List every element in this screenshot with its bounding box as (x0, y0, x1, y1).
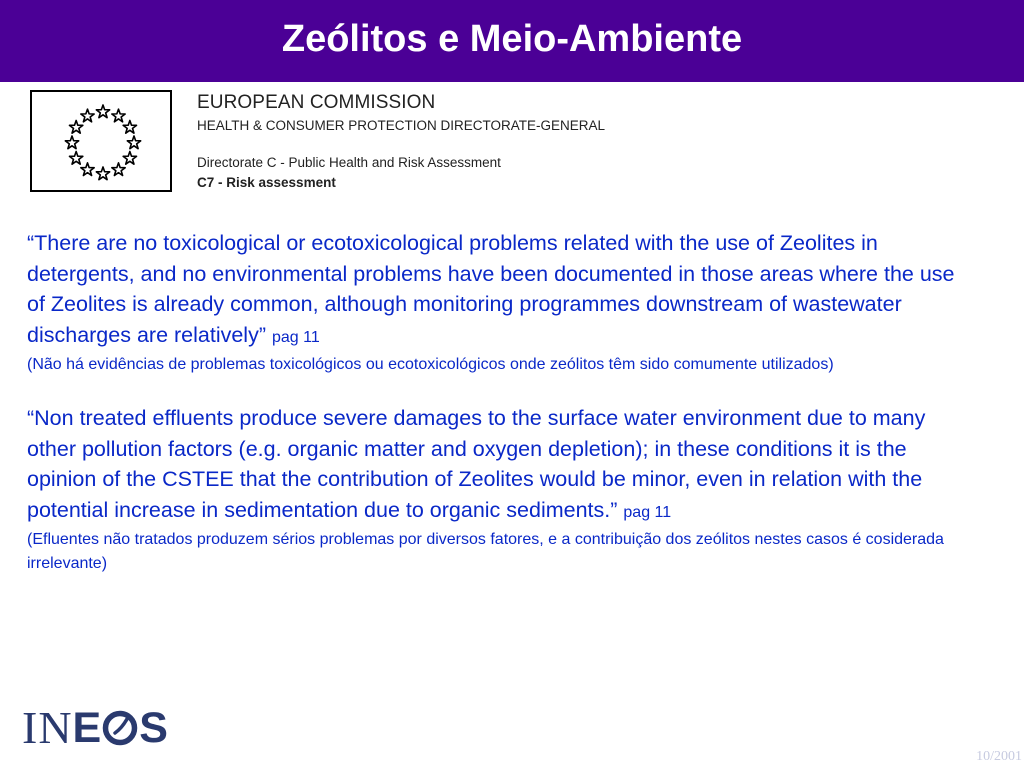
european-commission-header (30, 89, 690, 195)
quote-2-translation: (Efluentes não tratados produzem sérios problemas por diversos fatores, e a contribuição dos zeólitos nestes casos é cosiderada irrelevante) (27, 531, 944, 572)
quote-2-page-ref: pag 11 (623, 503, 672, 521)
star-icon (81, 109, 94, 122)
footer-date: 10/2001 (976, 749, 1022, 764)
quote-1-page-ref: pag 11 (271, 328, 320, 346)
quote-2 (27, 403, 977, 528)
star-icon (65, 136, 78, 149)
star-icon (123, 121, 136, 134)
ineos-logo-text-right: S (139, 703, 168, 752)
star-icon (96, 105, 109, 118)
ineos-logo-o-icon (102, 710, 138, 746)
eu-flag-icon (30, 90, 172, 192)
star-icon (123, 152, 136, 165)
spacer (27, 377, 977, 403)
quote-1-text: “There are no toxicological or ecotoxicological problems related with the use of Zeolites in detergents, and no environmental problems have been documented in those areas where the use of Zeolites is already common, although monitoring programmes downstream of wastewater discharges are relatively” (27, 231, 955, 347)
ec-directorate: Directorate C - Public Health and Risk Assessment (197, 155, 501, 170)
title-bar (0, 0, 1024, 82)
slide-body (27, 228, 977, 576)
star-ring (65, 105, 140, 180)
quote-1-translation: (Não há evidências de problemas toxicológicos ou ecotoxicológicos onde zeólitos têm sido comumente utilizados) (27, 356, 834, 373)
ec-unit: C7 - Risk assessment (197, 175, 336, 190)
quote-2-text: “Non treated effluents produce severe damages to the surface water environment due to many other pollution factors (e.g. organic matter and oxygen depletion); in these conditions it is the opinion of the CSTEE that the contribution of Zeolites would be minor, even in relation with the potential increase in sedimentation due to organic sediments.” (27, 406, 926, 522)
ineos-logo-letter-e: E (72, 703, 102, 752)
ineos-logo (22, 702, 168, 753)
star-icon (112, 109, 125, 122)
slide-title: Zeólitos e Meio-Ambiente (281, 18, 743, 60)
star-icon (69, 152, 82, 165)
quote-1 (27, 228, 977, 353)
star-icon (96, 167, 109, 180)
star-icon (69, 121, 82, 134)
ec-commission-name: EUROPEAN COMMISSION (197, 92, 436, 113)
star-icon (112, 163, 125, 176)
star-icon (81, 163, 94, 176)
ineos-logo-text-left: IN (22, 702, 73, 753)
ec-directorate-general: HEALTH & CONSUMER PROTECTION DIRECTORATE-GENERAL (197, 118, 606, 133)
star-icon (127, 136, 140, 149)
